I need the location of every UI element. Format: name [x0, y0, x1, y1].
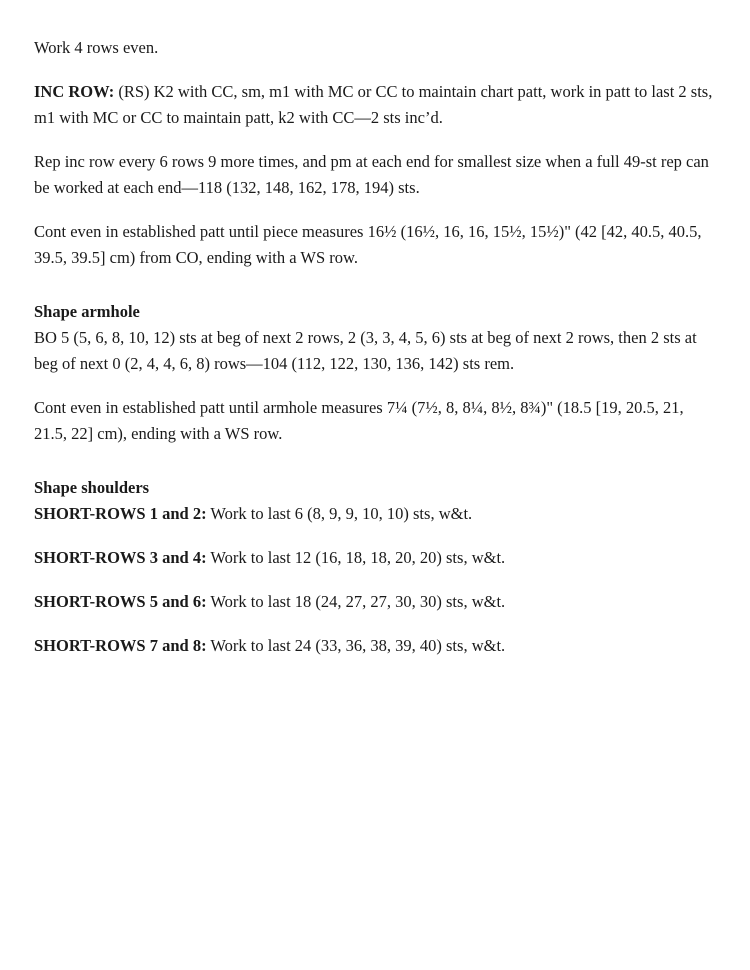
inc-row-text: (RS) K2 with CC, sm, m1 with MC or CC to maintain chart patt, work in patt to last 2 sts, m1 with MC or CC to maintain patt, k2 with CC—2 sts inc’d. [34, 82, 713, 127]
pattern-page [34, 35, 714, 659]
short-row-label: SHORT-ROWS 5 and 6: [34, 592, 207, 611]
short-row-text: Work to last 6 (8, 9, 9, 10, 10) sts, w&t. [206, 504, 473, 523]
armhole-bo-paragraph: BO 5 (5, 6, 8, 10, 12) sts at beg of next 2 rows, 2 (3, 3, 4, 5, 6) sts at beg of next 2 rows, then 2 sts at beg of next 0 (2, 4, 4, 6, 8) rows—104 (112, 122, 130, 136, 142) sts rem. [34, 328, 697, 373]
shape-shoulders-heading: Shape shoulders [34, 478, 150, 497]
short-row-item [34, 545, 714, 571]
short-row-label: SHORT-ROWS 3 and 4: [34, 548, 207, 567]
shape-armhole-heading: Shape armhole [34, 302, 140, 321]
short-row-text: Work to last 12 (16, 18, 18, 20, 20) sts, w&t. [206, 548, 506, 567]
short-row-item [34, 589, 714, 615]
short-row-item [34, 501, 714, 527]
work-even-paragraph: Work 4 rows even. [34, 38, 159, 57]
rep-inc-paragraph: Rep inc row every 6 rows 9 more times, and pm at each end for smallest size when a full 49-st rep can be worked at each end—118 (132, 148, 162, 178, 194) sts. [34, 152, 709, 197]
short-row-label: SHORT-ROWS 7 and 8: [34, 636, 207, 655]
inc-row-label: INC ROW: [34, 82, 115, 101]
short-row-label: SHORT-ROWS 1 and 2: [34, 504, 207, 523]
short-row-text: Work to last 24 (33, 36, 38, 39, 40) sts, w&t. [206, 636, 506, 655]
inc-row-paragraph [34, 79, 714, 131]
cont-even-paragraph: Cont even in established patt until piece measures 16½ (16½, 16, 16, 15½, 15½)" (42 [42, 40.5, 40.5, 39.5, 39.5] cm) from CO, ending with a WS row. [34, 222, 702, 267]
short-row-item [34, 633, 714, 659]
short-row-text: Work to last 18 (24, 27, 27, 30, 30) sts, w&t. [206, 592, 506, 611]
armhole-cont-paragraph: Cont even in established patt until armhole measures 7¼ (7½, 8, 8¼, 8½, 8¾)" (18.5 [19, 20.5, 21, 21.5, 22] cm), ending with a WS row. [34, 398, 684, 443]
